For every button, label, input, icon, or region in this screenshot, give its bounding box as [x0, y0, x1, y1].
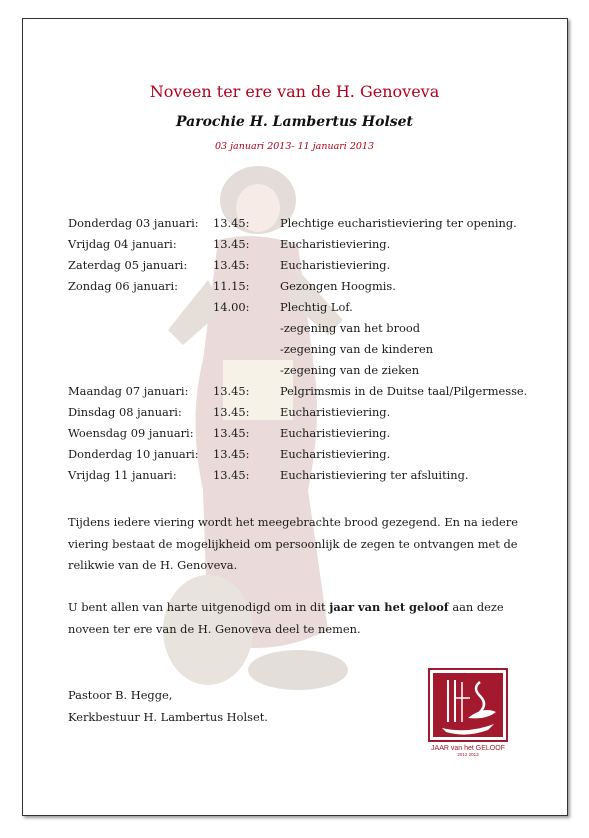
schedule-description: Pelgrimsmis in de Duitse taal/Pilgermesse.	[280, 384, 528, 398]
schedule-description: Eucharistieviering.	[280, 405, 391, 419]
parish-subtitle: Parochie H. Lambertus Holset	[175, 114, 414, 130]
schedule-day: Donderdag 03 januari:	[68, 216, 199, 230]
signature-pastor: Pastoor B. Hegge,	[68, 688, 173, 702]
schedule-day: Vrijdag 04 januari:	[68, 237, 177, 251]
schedule-time: 13.45:	[213, 258, 250, 272]
schedule-time: 13.45:	[213, 237, 250, 251]
schedule-day: Zondag 06 januari:	[68, 279, 178, 293]
invitation-text-bold: jaar van het geloof	[329, 600, 449, 614]
logo-years: 2012 2013	[457, 752, 479, 756]
schedule-day: Woensdag 09 januari:	[68, 426, 194, 440]
schedule-day: Zaterdag 05 januari:	[68, 258, 188, 272]
schedule-day: Maandag 07 januari:	[68, 384, 189, 398]
schedule-description: -zegening van het brood	[280, 321, 421, 335]
schedule-description: Eucharistieviering ter afsluiting.	[280, 468, 469, 482]
schedule-time: 13.45:	[213, 426, 250, 440]
schedule-description: -zegening van de zieken	[280, 363, 420, 377]
invitation-text-after: aan deze noveen ter ere van de H. Genoveva deel te nemen.	[68, 600, 504, 636]
schedule-description: -zegening van de kinderen	[280, 342, 434, 356]
schedule-description: Plechtig Lof.	[280, 300, 353, 314]
schedule-description: Plechtige eucharistieviering ter opening.	[280, 216, 517, 230]
schedule-time: 11.15:	[213, 279, 250, 293]
schedule-day: Dinsdag 08 januari:	[68, 405, 182, 419]
schedule-time: 13.45:	[213, 216, 250, 230]
blessing-paragraph: Tijdens iedere viering wordt het meegebrachte brood gezegend. En na iedere viering bestaat de mogelijkheid om persoonlijk de zegen te ontvangen met de relikwie van de H. Genoveva.	[68, 515, 518, 572]
year-of-faith-logo	[428, 668, 508, 756]
page-title: Noveen ter ere van de H. Genoveva	[149, 82, 440, 101]
invitation-text-before: U bent allen van harte uitgenodigd om in dit	[68, 600, 330, 614]
schedule-description: Eucharistieviering.	[280, 447, 391, 461]
schedule-description: Gezongen Hoogmis.	[280, 279, 396, 293]
date-range: 03 januari 2013- 11 januari 2013	[214, 141, 375, 152]
schedule-description: Eucharistieviering.	[280, 426, 391, 440]
schedule-time: 13.45:	[213, 384, 250, 398]
signature-board: Kerkbestuur H. Lambertus Holset.	[68, 710, 268, 724]
schedule-time: 13.45:	[213, 447, 250, 461]
schedule-time: 13.45:	[213, 405, 250, 419]
schedule-day: Vrijdag 11 januari:	[68, 468, 177, 482]
schedule-description: Eucharistieviering.	[280, 258, 391, 272]
invitation-paragraph	[68, 597, 538, 640]
schedule-time: 13.45:	[213, 468, 250, 482]
logo-text: JAAR van het GELOOF	[431, 745, 505, 752]
signature-block	[68, 684, 268, 728]
schedule-day: Donderdag 10 januari:	[68, 447, 199, 461]
schedule-time: 14.00:	[213, 300, 250, 314]
schedule-description: Eucharistieviering.	[280, 237, 391, 251]
